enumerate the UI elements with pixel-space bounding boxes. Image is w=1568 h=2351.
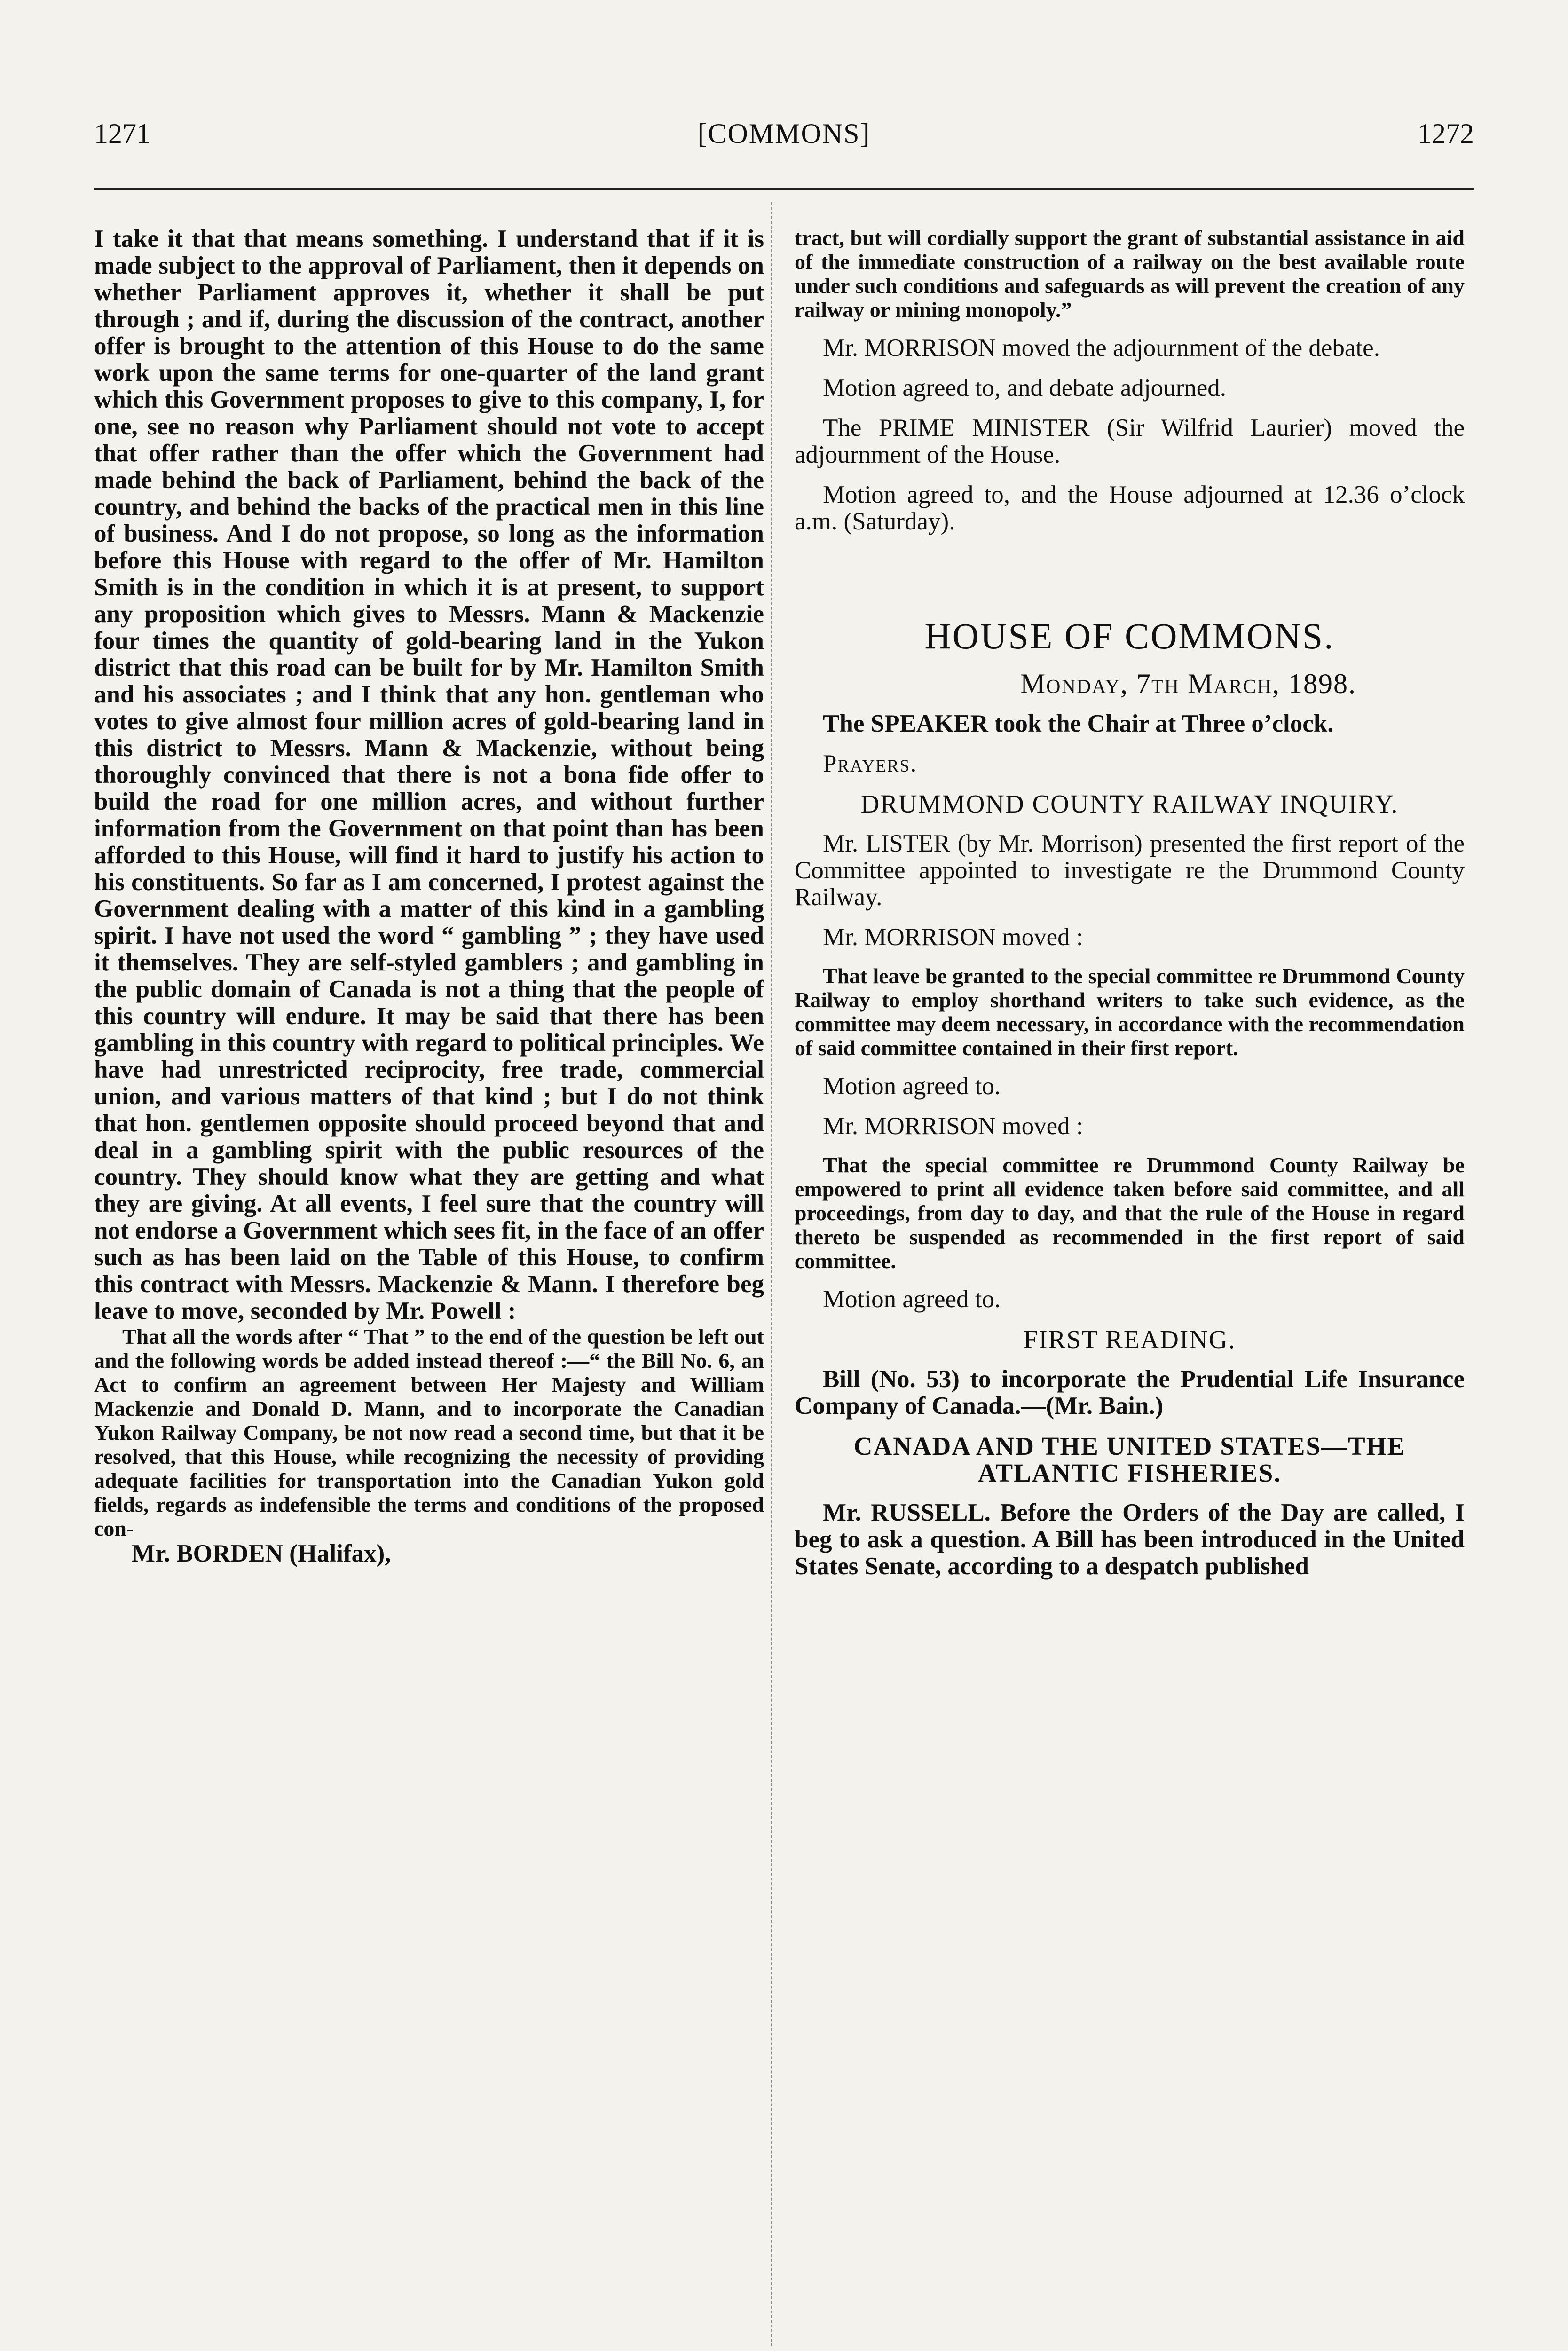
motion-agreed-debate-adjourned: Motion agreed to, and debate adjourned. xyxy=(823,374,1227,402)
heading-first-reading: FIRST READING. xyxy=(1023,1325,1236,1354)
column-divider xyxy=(771,202,772,2346)
motion-agreed-second: Motion agreed to. xyxy=(823,1286,1001,1313)
amendment-text: That all the words after “ That ” to the end of the question be left out and the following words be added instead thereof :—“ the Bill No. 6, an Act to confirm an agreement between Her Majesty and William Mackenzie and Donald D. Mann, and to incorporate the Canadian Yukon Railway Company, be not now read a second time, but that it be resolved, that this House, while recognizing the necessity of providing adequate facilities for transportation into the Canadian Yukon gold fields, regards as indefensible the terms and conditions of the proposed con- xyxy=(94,1325,764,1540)
left-column xyxy=(94,226,764,1567)
house-title: HOUSE OF COMMONS. xyxy=(924,615,1335,656)
morrison-moved: Mr. MORRISON moved : xyxy=(823,923,1083,951)
house-adjourned: Motion agreed to, and the House adjourned at 12.36 o’clock a.m. (Saturday). xyxy=(795,481,1465,535)
bill-53: Bill (No. 53) to incorporate the Prudential Life Insurance Company of Canada.—(Mr. Bain.) xyxy=(795,1365,1465,1420)
speaker-attribution: Mr. BORDEN (Halifax), xyxy=(132,1540,391,1567)
heading-atlantic-fisheries: CANADA AND THE UNITED STATES—THE ATLANTIC FISHERIES. xyxy=(853,1432,1406,1487)
morrison-moved-second: Mr. MORRISON moved : xyxy=(823,1112,1083,1140)
right-column xyxy=(795,226,1465,1580)
motion-leave-shorthand: That leave be granted to the special committee re Drummond County Railway to employ shorthand writers to take such evidence, as the committee may deem necessary, in accordance with the recommendation of said committee contained in their first report. xyxy=(795,964,1465,1060)
motion-print-evidence: That the special committee re Drummond County Railway be empowered to print all evidence taken before said committee, and all proceedings, from day to day, and that the rule of the House in regard thereto be suspended as recommended in the first report of said committee. xyxy=(795,1153,1465,1273)
heading-drummond-inquiry: DRUMMOND COUNTY RAILWAY INQUIRY. xyxy=(860,789,1399,818)
prime-minister-motion: The PRIME MINISTER (Sir Wilfrid Laurier) moved the adjournment of the House. xyxy=(795,414,1465,468)
sitting-date: Monday, 7th March, 1898. xyxy=(1020,668,1356,699)
motion-agreed: Motion agreed to. xyxy=(823,1073,1001,1100)
russell-question: Mr. RUSSELL. Before the Orders of the Day are called, I beg to ask a question. A Bill has been introduced in the United States Senate, according to a despatch published xyxy=(795,1499,1465,1580)
amendment-continuation: tract, but will cordially support the grant of substantial assistance in aid of the immediate construction of a railway on the best available route under such conditions and safeguards as will prevent the creation of any railway or mining monopoly.” xyxy=(795,226,1465,322)
page-number-right: 1272 xyxy=(1418,118,1474,149)
page-header xyxy=(94,118,1474,169)
header-rule xyxy=(94,188,1474,190)
prayers: Prayers. xyxy=(823,750,918,777)
lister-report: Mr. LISTER (by Mr. Morrison) presented the first report of the Committee appointed to investigate re the Drummond County Railway. xyxy=(795,830,1465,911)
adjournment-motion: Mr. MORRISON moved the adjournment of the debate. xyxy=(823,334,1380,362)
speaker-took-chair: The SPEAKER took the Chair at Three o’clock. xyxy=(823,710,1334,737)
section-title: [COMMONS] xyxy=(697,118,871,149)
page-number-left: 1271 xyxy=(94,118,150,149)
speech-paragraph: I take it that that means something. I understand that if it is made subject to the approval of Parliament, then it depends on whether Parliament approves it, whether it shall be put through ; and if, during the discussion of the contract, another offer is brought to the attention of this House to do the same work upon the same terms for one-quarter of the land grant which this Government proposes to give to this company, I, for one, see no reason why Parliament should not vote to accept that offer rather than the offer which the Government had made behind the back of Parliament, behind the back of the country, and behind the backs of the practical men in this line of business. And I do not propose, so long as the information before this House with regard to the offer of Mr. Hamilton Smith is in the condition in which it is at present, to support any proposition which gives to Messrs. Mann & Mackenzie four times the quantity of gold-bearing land in the Yukon district that this road can be built for by Mr. Hamilton Smith and his associates ; and I think that any hon. gentleman who votes to give almost four million acres of gold-bearing land in this district to Messrs. Mann & Mackenzie, without being thoroughly convinced that there is not a bona fide offer to build the road for one million acres, and without further information from the Government on that point than has been afforded to this House, will find it hard to justify his action to his constituents. So far as I am concerned, I protest against the Government dealing with a matter of this kind in a gambling spirit. I have not used the word “ gambling ” ; they have used it themselves. They are self-styled gamblers ; and gambling in the public domain of Canada is not a thing that the people of this country will endure. It may be said that there has been gambling in this country with regard to political principles. We have had unrestricted reciprocity, free trade, commercial union, and various matters of that kind ; but I do not think that hon. gentlemen opposite should proceed beyond that and deal in a gambling spirit with the public resources of the country. They should know what they are getting and what they are giving. At all events, I feel sure that the country will not endorse a Government which sees fit, in the face of an offer such as has been laid on the Table of this House, to confirm this contract with Messrs. Mackenzie & Mann. I therefore beg leave to move, seconded by Mr. Powell : xyxy=(94,225,764,1325)
